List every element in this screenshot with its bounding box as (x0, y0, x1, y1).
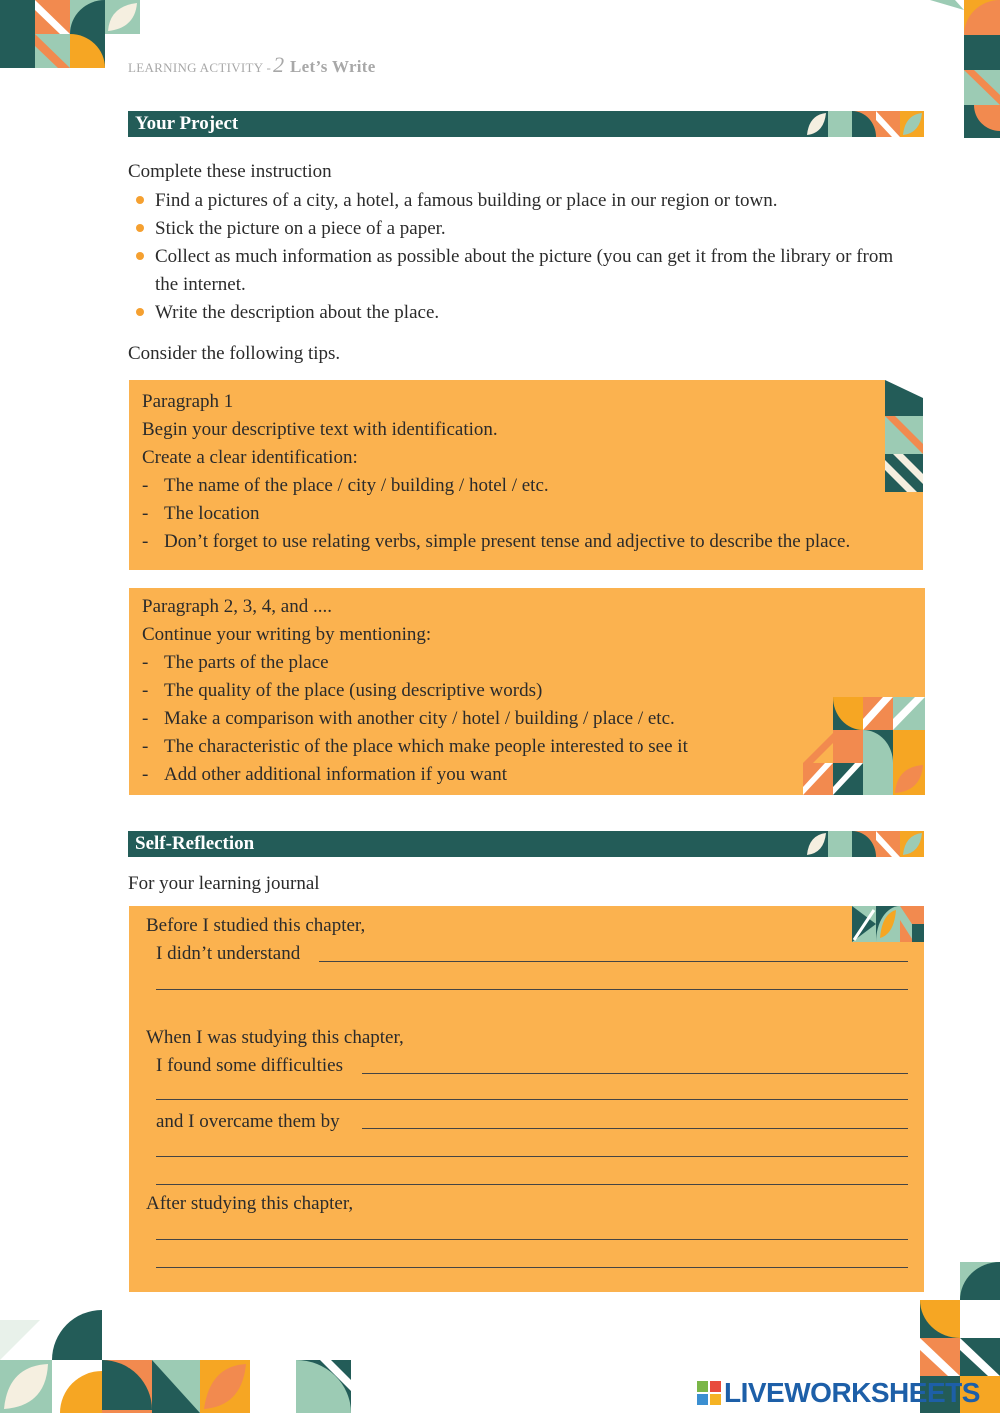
answer-line-understand-2[interactable] (156, 989, 908, 990)
project-intro: Complete these instruction (128, 161, 332, 182)
liveworksheets-logo-icon (697, 1381, 721, 1405)
liveworksheets-logo-text: LIVEWORKSHEETS (724, 1377, 980, 1408)
project-instructions-list (128, 187, 908, 327)
list-item: - Don’t forget to use relating verbs, simple present tense and adjective to describe the place. (142, 531, 851, 552)
bullet-icon (136, 224, 144, 232)
answer-line-after-2[interactable] (156, 1267, 908, 1268)
answer-line-overcame-2[interactable] (156, 1156, 908, 1157)
list-item: - The quality of the place (using descriptive words) (142, 680, 543, 701)
list-item: - The name of the place / city / building / hotel / etc. (142, 475, 549, 496)
after-label: After studying this chapter, (146, 1193, 354, 1214)
bar-pattern-icon (804, 111, 924, 137)
answer-line-overcame-3[interactable] (156, 1184, 908, 1185)
answer-line-after-1[interactable] (156, 1239, 908, 1240)
answer-line-overcame-1[interactable] (362, 1128, 908, 1129)
overcame-label: and I overcame them by (156, 1111, 340, 1132)
list-item: - The location (142, 503, 260, 524)
list-item: Write the description about the place. (128, 299, 908, 327)
activity-title: Let’s Write (290, 57, 376, 76)
bottom-left-pattern (0, 1300, 360, 1413)
list-item: - Make a comparison with another city / hotel / building / place / etc. (142, 708, 675, 729)
activity-label: LEARNING ACTIVITY - (128, 60, 272, 75)
activity-number: 2 (273, 52, 285, 77)
reflection-section-title: Self-Reflection (135, 833, 255, 854)
answer-line-understand-1[interactable] (319, 961, 908, 962)
project-section-title: Your Project (135, 113, 239, 134)
list-item: Stick the picture on a piece of a paper. (128, 215, 908, 243)
difficulties-label: I found some difficulties (156, 1055, 343, 1076)
paragraph2-line1: Continue your writing by mentioning: (142, 624, 432, 645)
list-item: - The characteristic of the place which make people interested to see it (142, 736, 688, 757)
reflection-intro: For your learning journal (128, 873, 320, 894)
paragraph1-line1: Begin your descriptive text with identification. (142, 419, 498, 440)
before-label: Before I studied this chapter, (146, 915, 366, 936)
top-right-pattern (930, 0, 1000, 140)
answer-line-difficulties-1[interactable] (362, 1073, 908, 1074)
list-item: Find a pictures of a city, a hotel, a famous building or place in our region or town. (128, 187, 908, 215)
tips-intro: Consider the following tips. (128, 343, 341, 364)
list-item: - Add other additional information if you want (142, 764, 507, 785)
bullet-icon (136, 308, 144, 316)
top-left-pattern (0, 0, 140, 68)
didnt-understand-label: I didn’t understand (156, 943, 301, 964)
liveworksheets-logo (697, 1378, 980, 1408)
bar-pattern-icon (804, 831, 924, 857)
list-item: Collect as much information as possible about the picture (you can get it from the library or from the internet. (128, 243, 908, 299)
bullet-icon (136, 252, 144, 260)
activity-header (128, 52, 376, 78)
answer-line-difficulties-2[interactable] (156, 1099, 908, 1100)
paragraph1-line2: Create a clear identification: (142, 447, 358, 468)
bullet-icon (136, 196, 144, 204)
reflection-section-bar (128, 831, 924, 857)
list-item: - The parts of the place (142, 652, 329, 673)
box-pattern-icon (852, 906, 924, 942)
paragraph1-heading: Paragraph 1 (142, 391, 234, 412)
when-label: When I was studying this chapter, (146, 1027, 404, 1048)
project-section-bar (128, 111, 924, 137)
paragraph2-tip-box (129, 588, 925, 795)
reflection-journal-box (129, 906, 924, 1292)
paragraph2-heading: Paragraph 2, 3, 4, and .... (142, 596, 332, 617)
paragraph1-tip-box (129, 380, 923, 570)
